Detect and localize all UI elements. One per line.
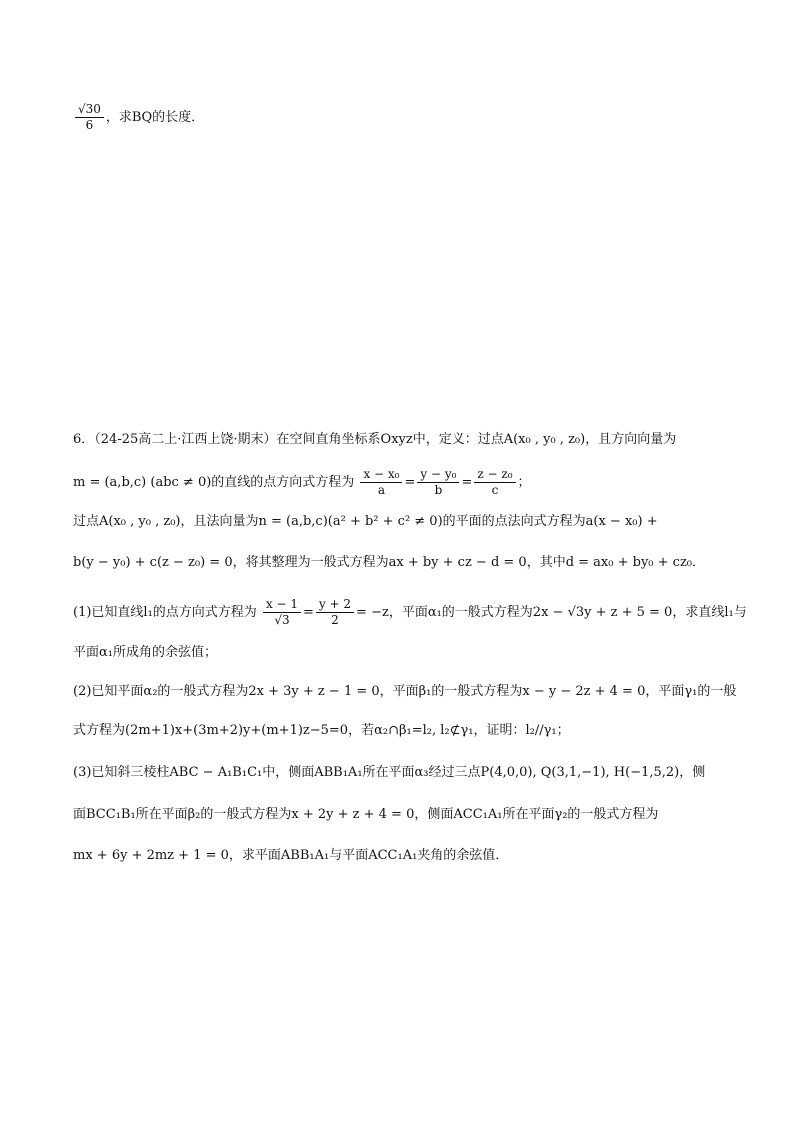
part-3-line-3: mx + 6y + 2mz + 1 = 0，求平面ABB₁A₁与平面ACC₁A₁夹角的余弦值． (73, 848, 509, 863)
fraction-numerator: x − x₀ (360, 467, 402, 483)
problem-number: 6． (73, 432, 95, 447)
part-1-line-1: (1)已知直线l₁的点方向式方程为 $\frac{x - 1}{√3}$ = $\frac{y + 2}{2}$ = −z，平面α₁的一般式方程为2x − √3y + z + 5 = 0，求直线l₁与 (73, 597, 747, 627)
prev-question-tail (73, 102, 204, 133)
fraction-numerator: z − z₀ (474, 467, 515, 483)
fraction-x (360, 467, 402, 498)
fraction-numerator: y − y₀ (417, 467, 459, 483)
fraction-y (417, 467, 459, 498)
fraction-denominator: √3 (274, 613, 290, 627)
problem-source: （24-25高二上·江西上饶·期末） (94, 432, 277, 447)
part-3-line-2: 面BCC₁B₁所在平面β₂的一般式方程为x + 2y + z + 4 = 0，侧面ACC₁A₁所在平面γ₂的一般式方程为 (73, 807, 659, 822)
point-direction-definition: m = (a,b,c) (abc ≠ 0)的直线的点方向式方程为 $\frac{\text{x − x₀}}{a}$ = $\frac{\text{y − y₀}}{b}$ = $\frac{\text{z − z₀}}{c}$ ； (73, 467, 531, 497)
part-3-line-1: (3)已知斜三棱柱ABC − A₁B₁C₁中，侧面ABB₁A₁所在平面α₃经过三点P(4,0,0), Q(3,1,−1), H(−1,5,2)，侧 (73, 765, 706, 780)
fraction-z (474, 467, 515, 498)
part-2-line-2: 式方程为(2m+1)x+(3m+2)y+(m+1)z−5=0，若α₂∩β₁=l₂, l₂⊄γ₁，证明：l₂//γ₁； (73, 723, 570, 738)
fraction-numerator: √30 (75, 102, 104, 118)
part-2-line-1: (2)已知平面α₂的一般式方程为2x + 3y + z − 1 = 0，平面β₁的一般式方程为x − y − 2z + 4 = 0，平面γ₁的一般 (73, 684, 737, 699)
fraction-denominator: b (434, 483, 443, 497)
fraction-sqrt30-over-6 (75, 102, 104, 133)
fraction-denominator: 6 (85, 118, 94, 132)
fraction-numerator: y + 2 (316, 597, 354, 613)
fraction-denominator: a (377, 483, 386, 497)
part-1-text: (1)已知直线l₁的点方向式方程为 (73, 605, 257, 620)
fraction-denominator: c (491, 483, 499, 497)
problem-intro-text: 在空间直角坐标系Oxyz中，定义：过点A(x₀ , y₀ , z₀)，且方向向量为 (276, 432, 677, 447)
point-normal-definition: 过点A(x₀ , y₀ , z₀)，且法向量为n = (a,b,c)(a² + b² + c² ≠ 0)的平面的点法向式方程为a(x − x₀) + (73, 514, 658, 529)
general-form-definition: b(y − y₀) + c(z − z₀) = 0，将其整理为一般式方程为ax + by + cz − d = 0，其中d = ax₀ + by₀ + cz₀． (73, 555, 706, 570)
fraction-y-plus-2 (316, 597, 354, 628)
fraction-x-minus-1 (263, 597, 301, 628)
problem-6-intro (73, 430, 676, 450)
fraction-numerator: x − 1 (263, 597, 301, 613)
prev-question-text: ，求BQ的长度． (105, 110, 205, 125)
definition-end: ； (517, 475, 531, 490)
fraction-denominator: 2 (331, 613, 339, 627)
definition-text: m = (a,b,c) (abc ≠ 0)的直线的点方向式方程为 (73, 475, 355, 490)
part-1-line-2: 平面α₁所成角的余弦值； (73, 645, 217, 660)
part-1-text-cont: = −z，平面α₁的一般式方程为2x − √3y + z + 5 = 0，求直线l₁与 (356, 605, 747, 620)
